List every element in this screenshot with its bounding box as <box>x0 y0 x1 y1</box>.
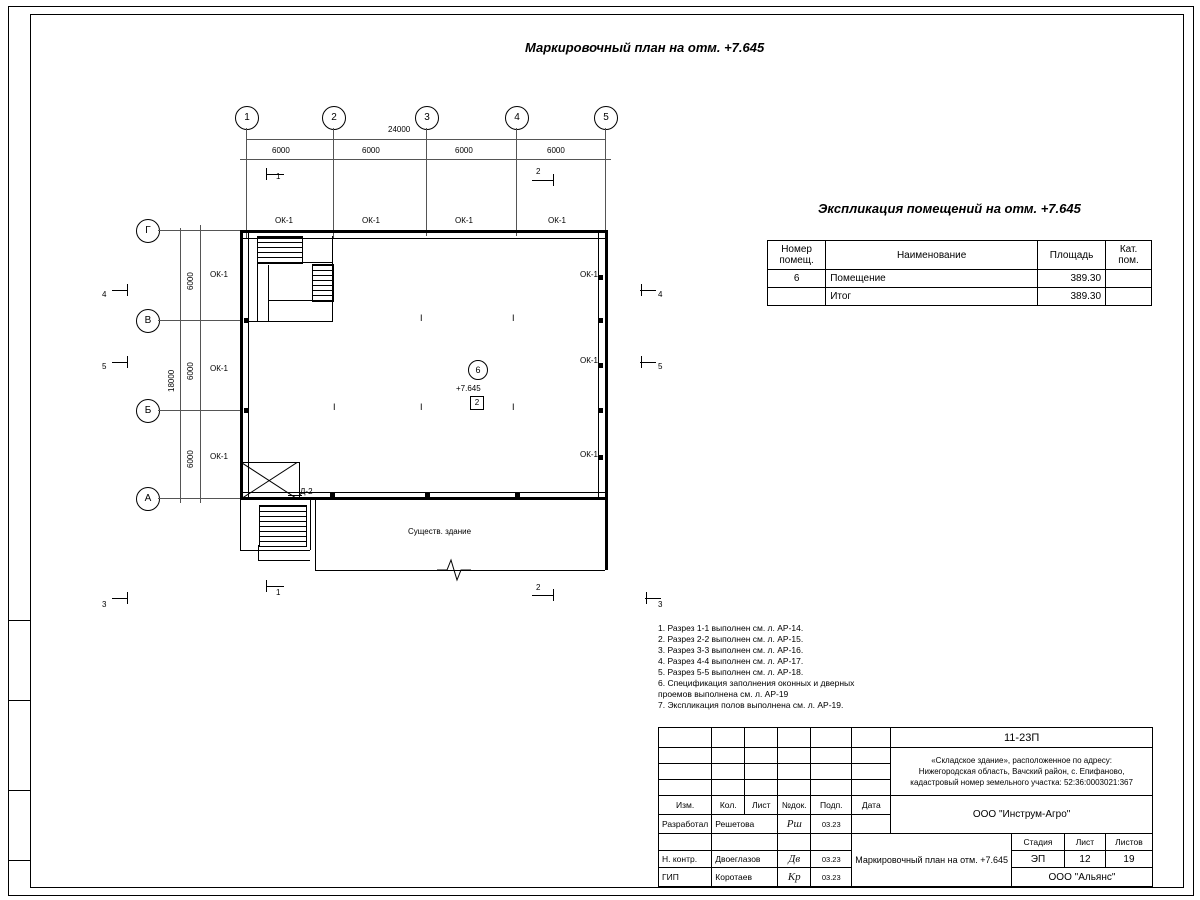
tb-name-developer: Решетова <box>712 815 778 834</box>
explication-title: Экспликация помещений на отм. +7.645 <box>818 201 1081 216</box>
project-code: 11-23П <box>891 728 1153 748</box>
object-line-2: Нижегородская область, Вачский район, с. Епифаново, <box>918 767 1125 776</box>
tb-col-ndok: №док. <box>778 796 811 815</box>
tb-blank <box>712 780 745 796</box>
note-line: 2. Разрез 2-2 выполнен см. л. АР-15. <box>658 634 804 644</box>
stair-lower <box>312 264 334 302</box>
col-header-number: Номер помещ. <box>768 241 826 270</box>
stair-block-line-3 <box>257 262 258 322</box>
section-mark-4-left: 4 <box>102 290 107 299</box>
tb-col-kol: Кол. <box>712 796 745 815</box>
column-c3 <box>598 275 603 280</box>
section-mark-2-bottom: 2 <box>536 583 541 592</box>
section-mark-4-right-tick <box>641 284 642 296</box>
dim-total-top-line <box>246 139 605 140</box>
cell-number: 6 <box>768 270 826 288</box>
section-mark-1-top-tick <box>266 168 267 180</box>
tb-blank <box>712 728 745 748</box>
dim-span-l3: 6000 <box>186 450 195 468</box>
window-label-left-2: ОК-1 <box>210 364 228 373</box>
col-header-name: Наименование <box>826 241 1038 270</box>
tb-col-podp: Подп. <box>811 796 852 815</box>
column-d2 <box>425 493 430 498</box>
tb-blank <box>745 748 778 764</box>
sheet-side-mark-3 <box>8 790 30 791</box>
col-header-cat: Кат. пом. <box>1106 241 1152 270</box>
dim-tick-t1 <box>246 153 247 165</box>
ext-stair-bottom <box>240 550 310 551</box>
interior-mark-4: I <box>420 402 423 412</box>
door-leader <box>288 495 302 496</box>
tb-date-ncontr: 03.23 <box>811 851 852 868</box>
tb-sign-gip: Кр <box>778 868 811 887</box>
note-line: 6. Спецификация заполнения оконных и дверных <box>658 678 855 688</box>
tb-blank <box>745 728 778 748</box>
tb-blank <box>811 764 852 780</box>
note-line: 5. Разрез 5-5 выполнен см. л. АР-18. <box>658 667 804 677</box>
grid-line-1 <box>246 128 247 238</box>
plan-title: Маркировочный план на отм. +7.645 <box>525 40 765 55</box>
tb-blank <box>659 764 712 780</box>
interior-mark-2: I <box>512 313 515 323</box>
tb-role-gip: ГИП <box>659 868 712 887</box>
grid-line-2 <box>333 128 334 238</box>
dim-tick-t3 <box>426 153 427 165</box>
col-header-area: Площадь <box>1038 241 1106 270</box>
tb-col-data: Дата <box>852 796 891 815</box>
tb-stage-header: Стадия <box>1011 834 1064 851</box>
section-mark-5-left: 5 <box>102 362 107 371</box>
tb-date-gip: 03.23 <box>811 868 852 887</box>
section-mark-3-left: 3 <box>102 600 107 609</box>
note-line: 3. Разрез 3-3 выполнен см. л. АР-16. <box>658 645 804 655</box>
tb-blank <box>659 780 712 796</box>
existing-building-left <box>315 500 316 570</box>
title-block <box>658 727 1153 887</box>
room-level-label: +7.645 <box>456 384 481 393</box>
tb-blank <box>712 748 745 764</box>
interior-mark-5: I <box>512 402 515 412</box>
stair-block-line-5 <box>268 265 269 321</box>
tb-blank <box>811 780 852 796</box>
interior-mark-3: I <box>333 402 336 412</box>
break-symbol <box>437 556 471 584</box>
table-row <box>768 270 1152 288</box>
sheet-side-mark-1 <box>8 620 30 621</box>
dim-tick-t2 <box>333 153 334 165</box>
ext-stair-left <box>240 500 241 550</box>
section-mark-5-left-line <box>112 362 128 363</box>
tb-blank <box>778 780 811 796</box>
dim-span-t1: 6000 <box>272 146 290 155</box>
window-label-left-1: ОК-1 <box>210 270 228 279</box>
cell-cat <box>1106 288 1152 306</box>
section-mark-5-right-line <box>640 362 656 363</box>
grid-line-5 <box>605 128 606 236</box>
title-block-row-headers <box>659 796 1153 815</box>
section-mark-3-right: 3 <box>658 600 663 609</box>
object-description <box>891 748 1153 796</box>
section-mark-5-left-tick <box>127 356 128 368</box>
section-mark-1-top-line <box>266 174 284 175</box>
sheet-side-mark-2 <box>8 700 30 701</box>
dim-tick-l3 <box>194 410 206 411</box>
tb-blank <box>778 748 811 764</box>
explication-table <box>767 240 1152 306</box>
column-d3 <box>515 493 520 498</box>
room-floor-type-box: 2 <box>470 396 484 410</box>
cell-name: Помещение <box>826 270 1038 288</box>
section-mark-3-right-tick <box>646 592 647 604</box>
window-label-right-1: ОК-1 <box>580 270 598 279</box>
tb-blank <box>778 764 811 780</box>
tb-name-gip: Коротаев <box>712 868 778 887</box>
window-label-right-2: ОК-1 <box>580 356 598 365</box>
section-mark-4-left-tick <box>127 284 128 296</box>
tb-role-developer: Разработал <box>659 815 712 834</box>
tb-col-izm: Изм. <box>659 796 712 815</box>
section-mark-2-bottom-tick <box>553 589 554 601</box>
tb-blank <box>852 728 891 748</box>
column-c1 <box>598 363 603 368</box>
grid-bubble-1: 1 <box>235 106 259 130</box>
tb-blank <box>712 764 745 780</box>
wall-top <box>240 230 608 233</box>
tb-blank <box>659 748 712 764</box>
ext-stair-extra-2 <box>258 545 259 561</box>
grid-bubble-a: А <box>136 487 160 511</box>
ext-stair-hatch <box>259 505 307 547</box>
section-mark-1-bottom: 1 <box>276 588 281 597</box>
window-label-top-4: ОК-1 <box>548 216 566 225</box>
column-b1 <box>598 318 603 323</box>
tb-list-header: Лист <box>1064 834 1105 851</box>
ext-stair-extra <box>258 560 310 561</box>
wall-right <box>605 230 608 570</box>
tb-blank <box>852 748 891 764</box>
dim-total-top: 24000 <box>388 125 411 134</box>
sheet-name: Маркировочный план на отм. +7.645 <box>852 834 1012 887</box>
cell-name: Итог <box>826 288 1038 306</box>
customer-name: ООО "Инструм-Агро" <box>891 796 1153 834</box>
section-mark-3-left-line <box>112 598 128 599</box>
window-label-top-1: ОК-1 <box>275 216 293 225</box>
sheet-side-mark-4 <box>8 860 30 861</box>
window-label-top-2: ОК-1 <box>362 216 380 225</box>
table-header-row <box>768 241 1152 270</box>
tb-stage-value: ЭП <box>1011 851 1064 868</box>
door-cross-block <box>242 462 300 498</box>
object-line-3: кадастровый номер земельного участка: 52:36:0003021:367 <box>910 778 1133 787</box>
tb-listov-value: 19 <box>1105 851 1152 868</box>
tb-name-ncontr: Двоеглазов <box>712 851 778 868</box>
dim-span-t2: 6000 <box>362 146 380 155</box>
note-line: проемов выполнена см. л. АР-19 <box>658 689 789 699</box>
section-mark-2-top-line <box>532 180 554 181</box>
stair-block-line-4 <box>249 321 332 322</box>
tb-blank <box>745 764 778 780</box>
stair-block-line-6 <box>268 300 332 301</box>
section-mark-2-bottom-line <box>532 595 554 596</box>
section-mark-1-bottom-tick <box>266 580 267 592</box>
dim-span-l2: 6000 <box>186 362 195 380</box>
stair-block-line-1 <box>257 262 332 263</box>
grid-bubble-b: Б <box>136 399 160 423</box>
stair-upper <box>257 236 303 264</box>
tb-date-developer: 03.23 <box>811 815 852 834</box>
column-b2 <box>598 408 603 413</box>
grid-bubble-5: 5 <box>594 106 618 130</box>
section-mark-4-right: 4 <box>658 290 663 299</box>
section-mark-3-left-tick <box>127 592 128 604</box>
note-line: 7. Экспликация полов выполнена см. л. АР-19. <box>658 700 844 710</box>
ext-stair-right <box>310 500 311 550</box>
section-mark-1-bottom-line <box>266 586 284 587</box>
grid-line-4 <box>516 128 517 236</box>
cell-area: 389.30 <box>1038 288 1106 306</box>
dim-tick-t5 <box>605 153 606 165</box>
section-mark-4-left-line <box>112 290 128 291</box>
section-mark-5-right-tick <box>641 356 642 368</box>
tb-blank <box>811 728 852 748</box>
section-mark-5-right: 5 <box>658 362 663 371</box>
note-line: 1. Разрез 1-1 выполнен см. л. АР-14. <box>658 623 804 633</box>
dim-tick-t4 <box>516 153 517 165</box>
door-label: Д-2 <box>300 487 313 496</box>
window-label-right-3: ОК-1 <box>580 450 598 459</box>
title-block-row-stage <box>659 834 1153 851</box>
notes-block <box>658 623 854 711</box>
title-block-row-blank-1 <box>659 748 1153 764</box>
section-mark-1-top: 1 <box>276 172 281 181</box>
dim-span-t3: 6000 <box>455 146 473 155</box>
tb-blank <box>852 764 891 780</box>
tb-blank <box>811 834 852 851</box>
wall-left-inner <box>248 233 249 497</box>
dim-tick-l4 <box>194 498 206 499</box>
company-name: ООО "Альянс" <box>1011 868 1152 887</box>
tb-blank <box>712 834 778 851</box>
dim-chain-left-inner <box>200 225 201 503</box>
dim-span-t4: 6000 <box>547 146 565 155</box>
dim-total-left: 18000 <box>167 369 176 392</box>
dim-chain-left-outer <box>180 228 181 503</box>
title-block-row-code <box>659 728 1153 748</box>
grid-bubble-4: 4 <box>505 106 529 130</box>
object-line-1: «Складское здание», расположенное по адресу: <box>931 756 1112 765</box>
section-mark-2-top: 2 <box>536 167 541 176</box>
tb-blank <box>811 748 852 764</box>
dim-tick-l1 <box>194 230 206 231</box>
tb-listov-header: Листов <box>1105 834 1152 851</box>
section-mark-2-top-tick <box>553 174 554 186</box>
existing-building-label: Существ. здание <box>408 527 472 536</box>
column-c2 <box>598 455 603 460</box>
tb-sign-developer: Рш <box>778 815 811 834</box>
grid-line-3 <box>426 128 427 236</box>
cell-number <box>768 288 826 306</box>
section-mark-4-right-line <box>640 290 656 291</box>
tb-blank <box>778 834 811 851</box>
column-d1 <box>330 493 335 498</box>
tb-blank <box>852 780 891 796</box>
tb-blank <box>745 780 778 796</box>
cell-area: 389.30 <box>1038 270 1106 288</box>
column-a2 <box>244 408 249 413</box>
dim-tick-l2 <box>194 320 206 321</box>
tb-role-ncontr: Н. контр. <box>659 851 712 868</box>
tb-col-list: Лист <box>745 796 778 815</box>
note-line: 4. Разрез 4-4 выполнен см. л. АР-17. <box>658 656 804 666</box>
table-row <box>768 288 1152 306</box>
grid-bubble-g: Г <box>136 219 160 243</box>
tb-blank <box>659 834 712 851</box>
grid-bubble-2: 2 <box>322 106 346 130</box>
tb-blank <box>659 728 712 748</box>
tb-sign-ncontr: Дв <box>778 851 811 868</box>
tb-blank <box>778 728 811 748</box>
tb-list-value: 12 <box>1064 851 1105 868</box>
window-label-top-3: ОК-1 <box>455 216 473 225</box>
room-number-bubble: 6 <box>468 360 488 380</box>
grid-bubble-v: В <box>136 309 160 333</box>
window-label-left-3: ОК-1 <box>210 452 228 461</box>
cell-cat <box>1106 270 1152 288</box>
interior-mark-1: I <box>420 313 423 323</box>
dim-span-l1: 6000 <box>186 272 195 290</box>
section-mark-3-right-line <box>645 598 661 599</box>
wall-left <box>240 230 243 500</box>
grid-bubble-3: 3 <box>415 106 439 130</box>
